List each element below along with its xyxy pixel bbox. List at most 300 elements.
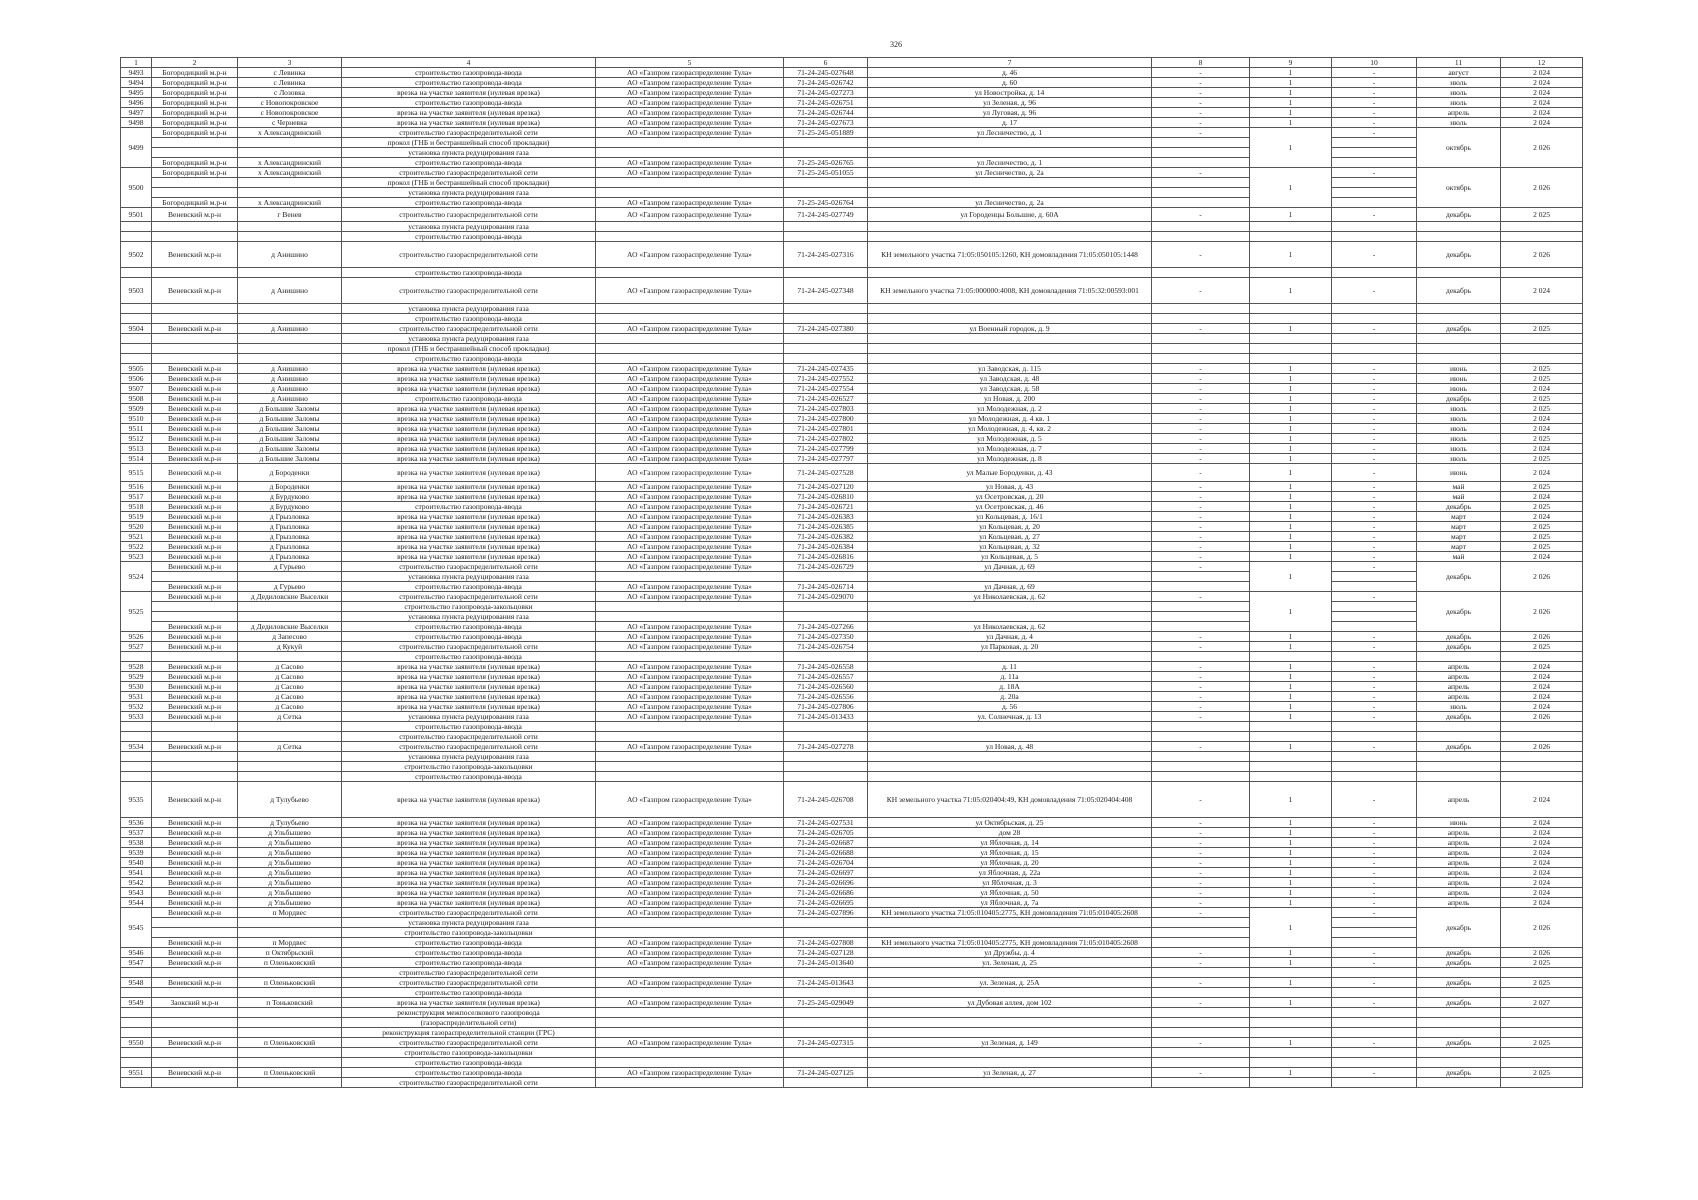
cell-c8 [1152, 1008, 1250, 1018]
cell-c12: 2 026 [1501, 168, 1583, 208]
cell-c8 [1152, 582, 1250, 592]
cell-c6: 71-24-245-026688 [784, 848, 868, 858]
cell-c10: - [1332, 208, 1417, 222]
cell-c12: 2 024 [1501, 888, 1583, 898]
cell-c10: - [1332, 118, 1417, 128]
cell-c9 [1250, 1028, 1332, 1038]
cell-c2: Веневский м.р-н [152, 908, 238, 918]
cell-c10: - [1332, 384, 1417, 394]
cell-c5 [596, 1008, 784, 1018]
cell-c4: строительство газопровода-ввода [342, 314, 596, 324]
cell-c3 [238, 232, 342, 242]
cell-c8: - [1152, 868, 1250, 878]
cell-c2: Веневский м.р-н [152, 434, 238, 444]
cell-c5 [596, 918, 784, 928]
cell-c6: 71-24-245-026560 [784, 682, 868, 692]
cell-n [121, 652, 152, 662]
cell-c6: 71-24-245-026383 [784, 512, 868, 522]
cell-n: 9539 [121, 848, 152, 858]
cell-c3: д Гурьево [238, 582, 342, 592]
cell-c7 [868, 178, 1152, 188]
cell-c6: 71-25-245-026764 [784, 198, 868, 208]
cell-c4: врезка на участке заявителя (нулевая врезка) [342, 692, 596, 702]
cell-c10: - [1332, 868, 1417, 878]
cell-c6 [784, 188, 868, 198]
cell-c11 [1417, 304, 1501, 314]
cell-n: 9502 [121, 242, 152, 268]
cell-c7 [868, 752, 1152, 762]
cell-c3: д Грызловка [238, 532, 342, 542]
cell-c10 [1332, 762, 1417, 772]
cell-c6: 71-24-245-026697 [784, 868, 868, 878]
cell-c11: апрель [1417, 672, 1501, 682]
cell-c4: прокол (ГНБ и бестраншейный способ прокладки) [342, 344, 596, 354]
cell-c10: - [1332, 434, 1417, 444]
cell-c12: 2 024 [1501, 818, 1583, 828]
sub-row [121, 1058, 1583, 1068]
cell-c8: - [1152, 1068, 1250, 1078]
cell-n: 9551 [121, 1068, 152, 1078]
cell-n: 9501 [121, 208, 152, 222]
cell-c8 [1152, 722, 1250, 732]
cell-c11 [1417, 968, 1501, 978]
table-row [121, 682, 1583, 692]
cell-c5: АО «Газпром газораспределение Тула» [596, 502, 784, 512]
cell-c8 [1152, 572, 1250, 582]
cell-c3 [238, 188, 342, 198]
cell-c9 [1250, 268, 1332, 278]
cell-c12: 2 025 [1501, 454, 1583, 464]
cell-n: 9503 [121, 278, 152, 304]
cell-c7 [868, 988, 1152, 998]
cell-c4: строительство газораспределительной сети [342, 168, 596, 178]
cell-c7: ул Николаевская, д. 62 [868, 622, 1152, 632]
cell-c4: установка пункта редуцирования газа [342, 148, 596, 158]
cell-c9 [1250, 988, 1332, 998]
cell-c5: АО «Газпром газораспределение Тула» [596, 482, 784, 492]
cell-c8: - [1152, 532, 1250, 542]
cell-c4: врезка на участке заявителя (нулевая врезка) [342, 444, 596, 454]
cell-c11: апрель [1417, 108, 1501, 118]
cell-c2 [152, 222, 238, 232]
cell-c11 [1417, 334, 1501, 344]
cell-c7 [868, 1078, 1152, 1088]
cell-c3: п Тоньковский [238, 998, 342, 1008]
cell-c5: АО «Газпром газораспределение Тула» [596, 512, 784, 522]
cell-c8 [1152, 188, 1250, 198]
cell-c2: Веневский м.р-н [152, 662, 238, 672]
cell-c12 [1501, 268, 1583, 278]
cell-c4: установка пункта редуцирования газа [342, 918, 596, 928]
cell-c6: 71-25-245-026765 [784, 158, 868, 168]
group-row [121, 158, 1583, 168]
cell-c6 [784, 572, 868, 582]
sub-row [121, 304, 1583, 314]
cell-c8: - [1152, 1038, 1250, 1048]
cell-c11: декабрь [1417, 998, 1501, 1008]
cell-c7: ул Заводская, д. 115 [868, 364, 1152, 374]
sub-row [121, 732, 1583, 742]
cell-c5 [596, 1058, 784, 1068]
cell-c10: - [1332, 828, 1417, 838]
group-row [121, 188, 1583, 198]
cell-c4: врезка на участке заявителя (нулевая врезка) [342, 364, 596, 374]
cell-c6: 71-24-245-013643 [784, 978, 868, 988]
cell-n: 9534 [121, 742, 152, 752]
cell-c11: июль [1417, 98, 1501, 108]
cell-c3: д Грызловка [238, 552, 342, 562]
cell-c8 [1152, 918, 1250, 928]
cell-c10: - [1332, 998, 1417, 1008]
cell-n: 9522 [121, 542, 152, 552]
cell-c2: Веневский м.р-н [152, 582, 238, 592]
cell-c2: Веневский м.р-н [152, 978, 238, 988]
cell-c6 [784, 772, 868, 782]
cell-c6 [784, 732, 868, 742]
cell-c5: АО «Газпром газораспределение Тула» [596, 454, 784, 464]
cell-n: 9512 [121, 434, 152, 444]
cell-c9: 1 [1250, 502, 1332, 512]
cell-c3 [238, 1078, 342, 1088]
cell-c9 [1250, 652, 1332, 662]
cell-c5: АО «Газпром газораспределение Тула» [596, 592, 784, 602]
cell-c11: декабрь [1417, 592, 1501, 632]
cell-c10 [1332, 968, 1417, 978]
cell-c8 [1152, 752, 1250, 762]
cell-c5: АО «Газпром газораспределение Тула» [596, 742, 784, 752]
cell-c8: - [1152, 242, 1250, 268]
cell-c9: 1 [1250, 512, 1332, 522]
table-row [121, 742, 1583, 752]
cell-c9: 1 [1250, 118, 1332, 128]
cell-c3: д Анишино [238, 324, 342, 334]
cell-c11: август [1417, 68, 1501, 78]
cell-c3: д Анишино [238, 394, 342, 404]
cell-c10 [1332, 928, 1417, 938]
sub-row [121, 1048, 1583, 1058]
cell-c12: 2 025 [1501, 404, 1583, 414]
cell-c2 [152, 652, 238, 662]
cell-c9 [1250, 1058, 1332, 1068]
cell-n: 9521 [121, 532, 152, 542]
cell-c3: с Левинка [238, 68, 342, 78]
cell-c9: 1 [1250, 108, 1332, 118]
cell-c10: - [1332, 454, 1417, 464]
cell-c3: д Сетка [238, 712, 342, 722]
cell-c6: 71-24-245-027120 [784, 482, 868, 492]
cell-c10: - [1332, 838, 1417, 848]
cell-c8: - [1152, 782, 1250, 818]
cell-c12: 2 024 [1501, 782, 1583, 818]
cell-c8 [1152, 928, 1250, 938]
cell-c3: д Запесово [238, 632, 342, 642]
cell-c12: 2 025 [1501, 324, 1583, 334]
cell-c5: АО «Газпром газораспределение Тула» [596, 88, 784, 98]
cell-c9: 1 [1250, 414, 1332, 424]
cell-n [121, 1078, 152, 1088]
cell-c3: д Анишино [238, 384, 342, 394]
cell-c11: декабрь [1417, 908, 1501, 948]
cell-c3 [238, 1048, 342, 1058]
cell-c11: май [1417, 482, 1501, 492]
cell-c8 [1152, 232, 1250, 242]
cell-c12: 2 024 [1501, 512, 1583, 522]
cell-c10: - [1332, 364, 1417, 374]
cell-c10: - [1332, 502, 1417, 512]
cell-c5 [596, 304, 784, 314]
cell-c12 [1501, 652, 1583, 662]
cell-n [121, 222, 152, 232]
cell-c3 [238, 988, 342, 998]
group-row [121, 602, 1583, 612]
cell-c11: апрель [1417, 692, 1501, 702]
cell-c6: 71-24-245-026695 [784, 898, 868, 908]
cell-c9 [1250, 1048, 1332, 1058]
cell-c4: строительство газопровода-ввода [342, 722, 596, 732]
cell-c4: строительство газопровода-закольцовки [342, 1048, 596, 1058]
table-row [121, 848, 1583, 858]
cell-c5: АО «Газпром газораспределение Тула» [596, 948, 784, 958]
cell-c10: - [1332, 682, 1417, 692]
cell-c11 [1417, 732, 1501, 742]
cell-c3: д Грызловка [238, 512, 342, 522]
cell-c11 [1417, 1048, 1501, 1058]
cell-n: 9540 [121, 858, 152, 868]
cell-c9: 1 [1250, 394, 1332, 404]
cell-c7: ул Яблочная, д. 15 [868, 848, 1152, 858]
cell-c7: ул Октябрьская, д. 25 [868, 818, 1152, 828]
cell-c7 [868, 1058, 1152, 1068]
cell-c8: - [1152, 948, 1250, 958]
cell-c7: ул Яблочная, д. 50 [868, 888, 1152, 898]
cell-c7: д. 46 [868, 68, 1152, 78]
cell-c9: 1 [1250, 492, 1332, 502]
cell-c9 [1250, 344, 1332, 354]
cell-c2 [152, 762, 238, 772]
cell-c11 [1417, 1018, 1501, 1028]
cell-c5 [596, 752, 784, 762]
cell-c10 [1332, 138, 1417, 148]
cell-c8 [1152, 268, 1250, 278]
cell-c11 [1417, 752, 1501, 762]
cell-c7: ул Дачная, д. 4 [868, 632, 1152, 642]
cell-c8: - [1152, 662, 1250, 672]
cell-c4: врезка на участке заявителя (нулевая врезка) [342, 868, 596, 878]
cell-c8: - [1152, 324, 1250, 334]
cell-c11: декабрь [1417, 958, 1501, 968]
cell-c6 [784, 1058, 868, 1068]
cell-c6: 71-24-245-026729 [784, 562, 868, 572]
cell-c2: Веневский м.р-н [152, 414, 238, 424]
cell-c6: 71-24-245-027380 [784, 324, 868, 334]
cell-c7: ул Осетровская, д. 20 [868, 492, 1152, 502]
cell-c9: 1 [1250, 364, 1332, 374]
table-row [121, 1038, 1583, 1048]
sub-row [121, 968, 1583, 978]
cell-c7 [868, 772, 1152, 782]
cell-c7: ул Яблочная, д. 14 [868, 838, 1152, 848]
cell-c12: 2 025 [1501, 532, 1583, 542]
cell-c10 [1332, 344, 1417, 354]
cell-c4: врезка на участке заявителя (нулевая врезка) [342, 898, 596, 908]
column-header: 4 [342, 58, 596, 68]
cell-c7: КН земельного участка 71:05:010405:2775, КН домовладения 71:05:010405:2608 [868, 908, 1152, 918]
cell-c3: д Анишино [238, 364, 342, 374]
cell-c6 [784, 1018, 868, 1028]
sub-row [121, 762, 1583, 772]
cell-c10: - [1332, 632, 1417, 642]
cell-c9 [1250, 1008, 1332, 1018]
cell-c5: АО «Газпром газораспределение Тула» [596, 908, 784, 918]
cell-c10: - [1332, 908, 1417, 918]
cell-c4: строительство газораспределительной сети [342, 1038, 596, 1048]
cell-c11: апрель [1417, 868, 1501, 878]
group-row [121, 612, 1583, 622]
cell-c4: врезка на участке заявителя (нулевая врезка) [342, 454, 596, 464]
cell-c9: 1 [1250, 562, 1332, 592]
cell-c6: 71-24-245-026714 [784, 582, 868, 592]
table-row [121, 414, 1583, 424]
cell-c9 [1250, 222, 1332, 232]
cell-c11 [1417, 652, 1501, 662]
cell-c10 [1332, 622, 1417, 632]
cell-c7: ул Парковая, д. 20 [868, 642, 1152, 652]
cell-c3: д Ульбышево [238, 878, 342, 888]
cell-c4: врезка на участке заявителя (нулевая врезка) [342, 118, 596, 128]
cell-c4: строительство газопровода-ввода [342, 772, 596, 782]
group-row [121, 168, 1583, 178]
group-row [121, 562, 1583, 572]
table-row [121, 838, 1583, 848]
cell-c2: Веневский м.р-н [152, 454, 238, 464]
cell-c5 [596, 612, 784, 622]
cell-c5: АО «Газпром газораспределение Тула» [596, 532, 784, 542]
cell-c4: врезка на участке заявителя (нулевая врезка) [342, 464, 596, 482]
cell-c5: АО «Газпром газораспределение Тула» [596, 702, 784, 712]
cell-n: 9530 [121, 682, 152, 692]
cell-c3 [238, 602, 342, 612]
cell-c5: АО «Газпром газораспределение Тула» [596, 108, 784, 118]
cell-c11 [1417, 344, 1501, 354]
cell-c10 [1332, 1028, 1417, 1038]
cell-c4: строительство газораспределительной сети [342, 324, 596, 334]
cell-c4: строительство газопровода-ввода [342, 988, 596, 998]
table-row [121, 482, 1583, 492]
table-row [121, 108, 1583, 118]
cell-c4: строительство газораспределительной сети [342, 642, 596, 652]
cell-c2: Веневский м.р-н [152, 444, 238, 454]
cell-c2 [152, 232, 238, 242]
cell-c8: - [1152, 858, 1250, 868]
group-row [121, 938, 1583, 948]
sub-row [121, 1078, 1583, 1088]
cell-c4: врезка на участке заявителя (нулевая врезка) [342, 662, 596, 672]
cell-c2: Веневский м.р-н [152, 782, 238, 818]
table-row [121, 208, 1583, 222]
cell-c9: 1 [1250, 838, 1332, 848]
cell-c5 [596, 188, 784, 198]
cell-c5: АО «Газпром газораспределение Тула» [596, 552, 784, 562]
cell-c11: июль [1417, 454, 1501, 464]
cell-c2: Веневский м.р-н [152, 712, 238, 722]
cell-c11: декабрь [1417, 394, 1501, 404]
cell-c3: д Дедиловские Выселки [238, 622, 342, 632]
cell-c8: - [1152, 592, 1250, 602]
cell-n [121, 1048, 152, 1058]
table-row [121, 434, 1583, 444]
cell-c11: июнь [1417, 364, 1501, 374]
cell-c4: врезка на участке заявителя (нулевая врезка) [342, 404, 596, 414]
cell-c5 [596, 732, 784, 742]
sub-row [121, 314, 1583, 324]
cell-c10: - [1332, 978, 1417, 988]
cell-c6 [784, 722, 868, 732]
cell-c3: с Новопокровское [238, 108, 342, 118]
cell-c6: 71-24-245-027799 [784, 444, 868, 454]
cell-c9 [1250, 772, 1332, 782]
cell-c3: д Ульбышево [238, 888, 342, 898]
cell-c5: АО «Газпром газораспределение Тула» [596, 364, 784, 374]
cell-c5: АО «Газпром газораспределение Тула» [596, 278, 784, 304]
cell-c11: март [1417, 542, 1501, 552]
cell-c11: октябрь [1417, 128, 1501, 168]
cell-c9: 1 [1250, 324, 1332, 334]
cell-c8 [1152, 622, 1250, 632]
cell-c3 [238, 314, 342, 324]
cell-n: 9549 [121, 998, 152, 1008]
cell-c3: д Ульбышево [238, 828, 342, 838]
cell-c5: АО «Газпром газораспределение Тула» [596, 958, 784, 968]
cell-c12: 2 024 [1501, 78, 1583, 88]
table-row [121, 1068, 1583, 1078]
cell-c10 [1332, 148, 1417, 158]
cell-c11: март [1417, 512, 1501, 522]
cell-c4: реконструкция межпоселкового газопровода [342, 1008, 596, 1018]
cell-c7 [868, 1008, 1152, 1018]
table-row [121, 68, 1583, 78]
cell-c11: декабрь [1417, 324, 1501, 334]
cell-c9: 1 [1250, 168, 1332, 208]
table-row [121, 522, 1583, 532]
cell-c2: Богородицкий м.р-н [152, 98, 238, 108]
cell-c5: АО «Газпром газораспределение Тула» [596, 492, 784, 502]
cell-c9: 1 [1250, 712, 1332, 722]
cell-c4: врезка на участке заявителя (нулевая врезка) [342, 838, 596, 848]
cell-n: 9525 [121, 592, 152, 632]
cell-c10: - [1332, 592, 1417, 602]
cell-c3: д Тулубьево [238, 818, 342, 828]
cell-c4: строительство газораспределительной сети [342, 908, 596, 918]
cell-c12 [1501, 314, 1583, 324]
cell-c5 [596, 572, 784, 582]
cell-c8: - [1152, 394, 1250, 404]
cell-c10: - [1332, 324, 1417, 334]
table-row [121, 888, 1583, 898]
sub-row [121, 222, 1583, 232]
cell-c2: Веневский м.р-н [152, 404, 238, 414]
cell-c2 [152, 752, 238, 762]
cell-c9: 1 [1250, 858, 1332, 868]
cell-c2: Веневский м.р-н [152, 384, 238, 394]
cell-c2 [152, 314, 238, 324]
cell-c6 [784, 1048, 868, 1058]
cell-c4: строительство газораспределительной сети [342, 128, 596, 138]
cell-c12: 2 026 [1501, 632, 1583, 642]
cell-c4: врезка на участке заявителя (нулевая врезка) [342, 552, 596, 562]
cell-c4: врезка на участке заявителя (нулевая врезка) [342, 998, 596, 1008]
cell-c10 [1332, 772, 1417, 782]
cell-c9: 1 [1250, 592, 1332, 632]
